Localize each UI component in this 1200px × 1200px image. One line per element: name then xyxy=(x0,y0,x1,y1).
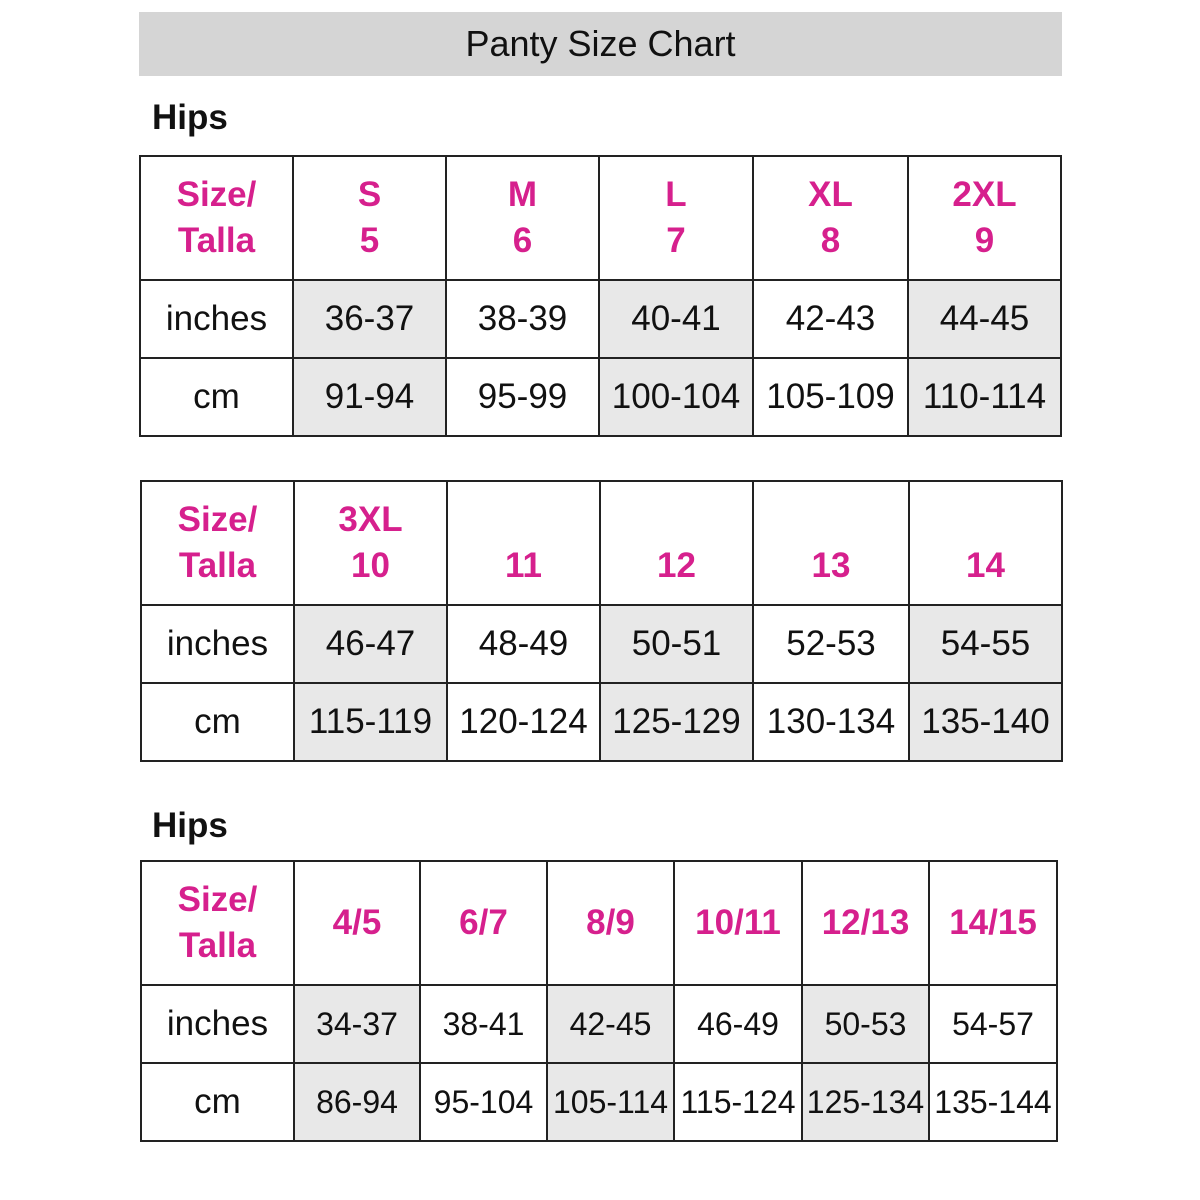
cm-row xyxy=(140,358,1061,436)
cm-value: 135-140 xyxy=(909,683,1062,761)
cm-value: 110-114 xyxy=(908,358,1061,436)
size-talla-label: Size/ Talla xyxy=(141,861,294,985)
size-cell: 12 xyxy=(600,481,753,605)
size-cell: 13 xyxy=(753,481,909,605)
cm-row xyxy=(141,1063,1057,1141)
size-cell: 14 xyxy=(909,481,1062,605)
size-talla-label: Size/ Talla xyxy=(140,156,293,280)
size-cell: 10/11 xyxy=(674,861,802,985)
size-talla-label: Size/ Talla xyxy=(141,481,294,605)
inches-row xyxy=(141,605,1062,683)
cm-value: 105-114 xyxy=(547,1063,674,1141)
size-cell: 6/7 xyxy=(420,861,547,985)
inches-value: 52-53 xyxy=(753,605,909,683)
inches-value: 42-45 xyxy=(547,985,674,1063)
inches-value: 40-41 xyxy=(599,280,753,358)
inches-row xyxy=(140,280,1061,358)
section-label-hips: Hips xyxy=(152,98,228,137)
size-cell: 4/5 xyxy=(294,861,420,985)
inches-value: 44-45 xyxy=(908,280,1061,358)
size-cell: 8/9 xyxy=(547,861,674,985)
size-row xyxy=(140,156,1061,280)
size-cell: 3XL 10 xyxy=(294,481,447,605)
cm-label: cm xyxy=(140,358,293,436)
cm-value: 115-124 xyxy=(674,1063,802,1141)
size-cell: 12/13 xyxy=(802,861,929,985)
cm-value: 91-94 xyxy=(293,358,446,436)
cm-value: 130-134 xyxy=(753,683,909,761)
size-cell: L 7 xyxy=(599,156,753,280)
size-cell: 11 xyxy=(447,481,600,605)
cm-label: cm xyxy=(141,683,294,761)
cm-value: 100-104 xyxy=(599,358,753,436)
cm-value: 95-99 xyxy=(446,358,599,436)
inches-row xyxy=(141,985,1057,1063)
inches-value: 46-47 xyxy=(294,605,447,683)
chart-title: Panty Size Chart xyxy=(465,23,736,64)
size-row xyxy=(141,481,1062,605)
inches-label: inches xyxy=(141,605,294,683)
cm-value: 125-129 xyxy=(600,683,753,761)
cm-value: 86-94 xyxy=(294,1063,420,1141)
cm-value: 115-119 xyxy=(294,683,447,761)
inches-value: 34-37 xyxy=(294,985,420,1063)
size-cell: XL 8 xyxy=(753,156,908,280)
cm-value: 105-109 xyxy=(753,358,908,436)
inches-value: 48-49 xyxy=(447,605,600,683)
inches-value: 46-49 xyxy=(674,985,802,1063)
inches-value: 36-37 xyxy=(293,280,446,358)
inches-label: inches xyxy=(141,985,294,1063)
section-label-hips: Hips xyxy=(152,806,228,845)
inches-value: 50-51 xyxy=(600,605,753,683)
inches-value: 50-53 xyxy=(802,985,929,1063)
size-cell: S 5 xyxy=(293,156,446,280)
cm-value: 95-104 xyxy=(420,1063,547,1141)
inches-label: inches xyxy=(140,280,293,358)
inches-value: 54-55 xyxy=(909,605,1062,683)
size-table-1 xyxy=(139,155,1062,437)
inches-value: 38-41 xyxy=(420,985,547,1063)
cm-label: cm xyxy=(141,1063,294,1141)
cm-value: 120-124 xyxy=(447,683,600,761)
size-cell: 14/15 xyxy=(929,861,1057,985)
size-row xyxy=(141,861,1057,985)
size-cell: M 6 xyxy=(446,156,599,280)
size-cell: 2XL 9 xyxy=(908,156,1061,280)
inches-value: 42-43 xyxy=(753,280,908,358)
cm-row xyxy=(141,683,1062,761)
cm-value: 135-144 xyxy=(929,1063,1057,1141)
chart-title-bar xyxy=(139,12,1062,76)
size-table-2 xyxy=(140,480,1063,762)
inches-value: 38-39 xyxy=(446,280,599,358)
size-table-3 xyxy=(140,860,1058,1142)
inches-value: 54-57 xyxy=(929,985,1057,1063)
cm-value: 125-134 xyxy=(802,1063,929,1141)
